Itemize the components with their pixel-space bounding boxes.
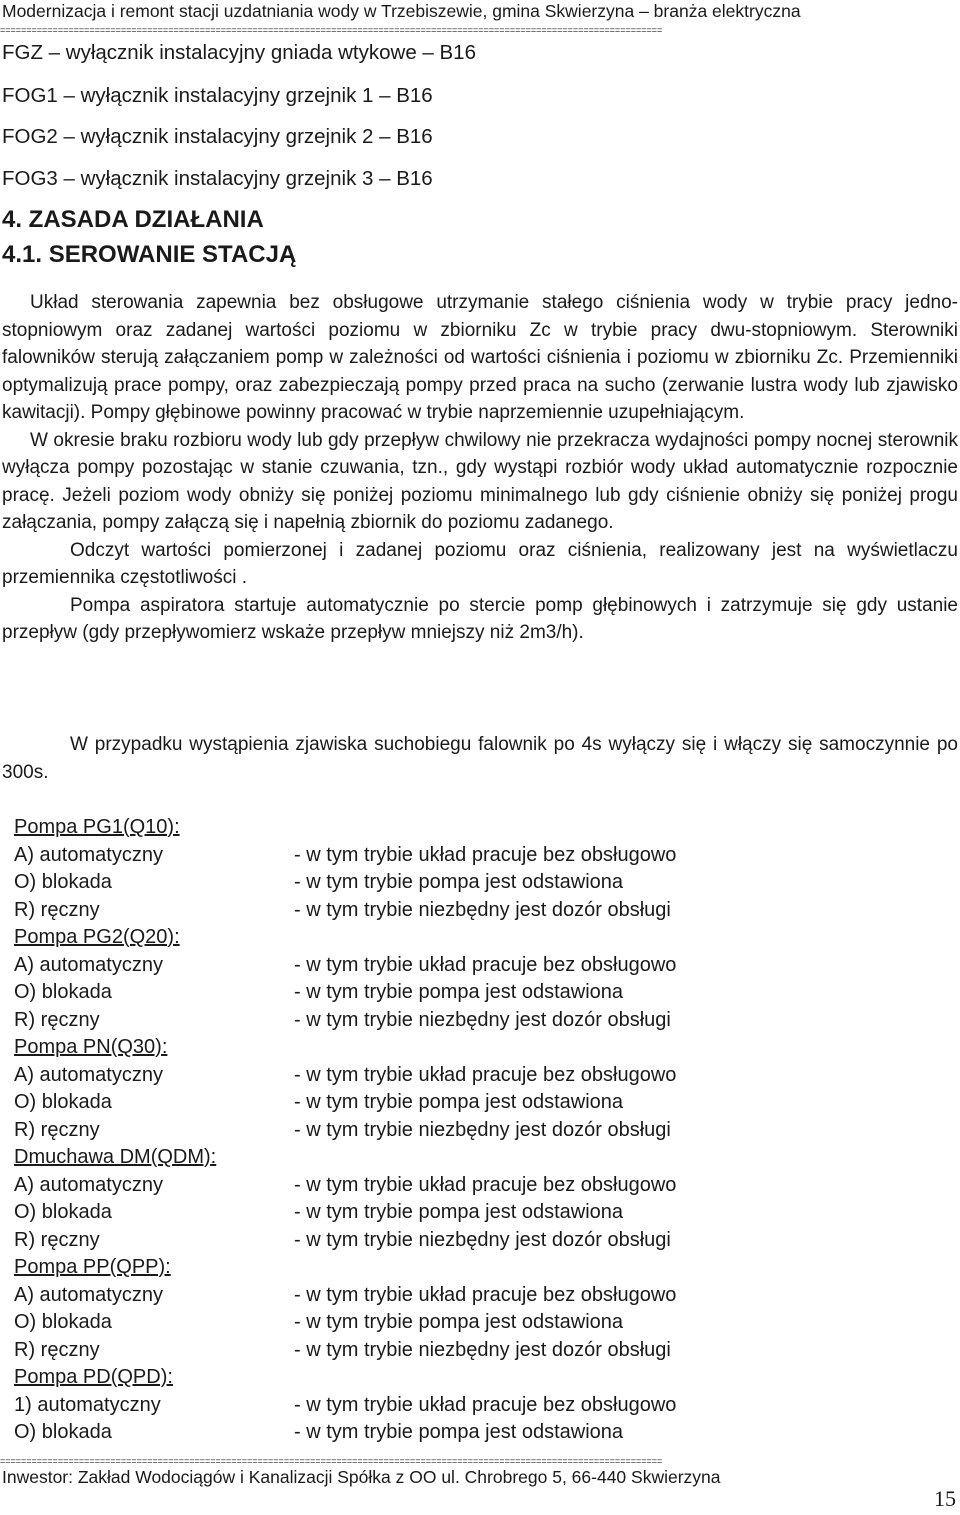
mode-name: O) blokada xyxy=(14,871,112,893)
mode-name: O) blokada xyxy=(14,981,112,1003)
page-number: 15 xyxy=(934,1486,956,1511)
mode-row xyxy=(14,1419,676,1447)
mode-name: R) ręczny xyxy=(14,1118,100,1141)
mode-description: - w tym trybie układ pracuje bez obsługowo xyxy=(294,1393,677,1416)
mode-group-header xyxy=(14,814,676,842)
mode-name: A) automatyczny xyxy=(14,1063,163,1086)
mode-group-title: Pompa PN(Q30): xyxy=(14,1036,168,1058)
mode-group-title: Pompa PD(QPD): xyxy=(14,1366,173,1388)
mode-description: - w tym trybie pompa jest odstawiona xyxy=(294,1311,624,1333)
mode-description: - w tym trybie układ pracuje bez obsługowo xyxy=(294,953,677,976)
operating-modes xyxy=(14,814,676,1447)
mode-name: A) automatyczny xyxy=(14,953,163,976)
mode-group-title: Pompa PG2(Q20): xyxy=(14,926,180,948)
mode-name: O) blokada xyxy=(14,1201,112,1223)
list-item: FOG1 – wyłącznik instalacyjny grzejnik 1 – B16 xyxy=(2,84,433,107)
mode-name: 1) automatyczny xyxy=(14,1393,161,1416)
paragraph-display: Odczyt wartości pomierzonej i zadanej poziomu oraz ciśnienia, realizowany jest na wyświetlaczu przemiennika częstotliwości . xyxy=(2,539,958,588)
mode-row xyxy=(14,1062,676,1090)
body-text-dry-run xyxy=(2,731,958,786)
page-header: Modernizacja i remont stacji uzdatniania wody w Trzebiszewie, gmina Skwierzyna – branża elektryczna xyxy=(2,1,801,21)
mode-description: - w tym trybie pompa jest odstawiona xyxy=(294,1201,624,1223)
mode-name: A) automatyczny xyxy=(14,1173,163,1196)
mode-group-header xyxy=(14,924,676,952)
mode-description: - w tym trybie układ pracuje bez obsługowo xyxy=(294,1063,677,1086)
subsection-heading: 4.1. SEROWANIE STACJĄ xyxy=(2,241,297,268)
mode-name: R) ręczny xyxy=(14,1008,100,1031)
body-text xyxy=(2,289,958,647)
mode-row xyxy=(14,1007,676,1035)
mode-group-title: Dmuchawa DM(QDM): xyxy=(14,1146,217,1168)
mode-group-header xyxy=(14,1254,676,1282)
mode-row xyxy=(14,869,676,897)
mode-group-header xyxy=(14,1034,676,1062)
mode-name: O) blokada xyxy=(14,1421,112,1443)
mode-name: R) ręczny xyxy=(14,1228,100,1251)
mode-row xyxy=(14,897,676,925)
mode-row xyxy=(14,1392,676,1420)
mode-description: - w tym trybie niezbędny jest dozór obsługi xyxy=(294,898,671,921)
mode-name: O) blokada xyxy=(14,1311,112,1333)
mode-description: - w tym trybie pompa jest odstawiona xyxy=(294,871,624,893)
mode-description: - w tym trybie niezbędny jest dozór obsługi xyxy=(294,1008,671,1031)
mode-description: - w tym trybie układ pracuje bez obsługowo xyxy=(294,843,677,866)
page-footer: Inwestor: Zakład Wodociągów i Kanalizacji Spółka z OO ul. Chrobrego 5, 66-440 Skwierzyna xyxy=(2,1467,721,1487)
mode-group-title: Pompa PP(QPP): xyxy=(14,1256,171,1278)
paragraph-dry-run: W przypadku wystąpienia zjawiska suchobiegu falownik po 4s wyłączy się i włączy się samoczynnie po 300s. xyxy=(2,734,958,783)
list-item: FGZ – wyłącznik instalacyjny gniada wtykowe – B16 xyxy=(2,41,476,64)
mode-name: A) automatyczny xyxy=(14,843,163,866)
mode-description: - w tym trybie niezbędny jest dozór obsługi xyxy=(294,1118,671,1141)
mode-name: R) ręczny xyxy=(14,1338,100,1361)
mode-description: - w tym trybie niezbędny jest dozór obsługi xyxy=(294,1338,671,1361)
mode-name: O) blokada xyxy=(14,1091,112,1113)
mode-row xyxy=(14,1337,676,1365)
mode-group-header xyxy=(14,1144,676,1172)
mode-row xyxy=(14,1117,676,1145)
mode-row xyxy=(14,1309,676,1337)
mode-description: - w tym trybie pompa jest odstawiona xyxy=(294,1421,624,1443)
list-item: FOG3 – wyłącznik instalacyjny grzejnik 3 – B16 xyxy=(2,167,433,190)
mode-row xyxy=(14,842,676,870)
paragraph-aspirator: Pompa aspiratora startuje automatycznie po stercie pomp głębinowych i zatrzymuje się gdy ustanie przepływ (gdy przepływomierz wskaże przepływ mniejszy niż 2m3/h). xyxy=(2,594,958,643)
mode-row xyxy=(14,1227,676,1255)
mode-group-header xyxy=(14,1364,676,1392)
section-heading: 4. ZASADA DZIAŁANIA xyxy=(2,206,264,233)
mode-description: - w tym trybie pompa jest odstawiona xyxy=(294,981,624,1003)
paragraph-control: Układ sterowania zapewnia bez obsługowe utrzymanie stałego ciśnienia wody w trybie pracy jedno-stopniowym oraz zadanej wartości poziomu w zbiorniku Zc w trybie pracy dwu-stopniowym. Sterowniki falowników sterują załączaniem pomp w zależności od wartości ciśnienia i poziomu w zbiorniku Zc. Przemienniki optymalizują prace pompy, oraz zabezpieczają pompy przed praca na sucho (zerwanie lustra wody lub zjawisko kawitacji). Pompy głębinowe powinny pracować w trybie naprzemiennie uzupełniającym. xyxy=(2,292,958,423)
mode-row xyxy=(14,1199,676,1227)
mode-row xyxy=(14,952,676,980)
mode-description: - w tym trybie układ pracuje bez obsługowo xyxy=(294,1173,677,1196)
mode-description: - w tym trybie pompa jest odstawiona xyxy=(294,1091,624,1113)
mode-name: R) ręczny xyxy=(14,898,100,921)
list-item: FOG2 – wyłącznik instalacyjny grzejnik 2 – B16 xyxy=(2,125,433,148)
mode-row xyxy=(14,979,676,1007)
mode-row xyxy=(14,1172,676,1200)
footer-rule: ============================================================================================================================== xyxy=(0,1456,663,1466)
header-rule: ============================================================================================================================== xyxy=(0,25,663,35)
mode-name: A) automatyczny xyxy=(14,1283,163,1306)
mode-description: - w tym trybie układ pracuje bez obsługowo xyxy=(294,1283,677,1306)
mode-row xyxy=(14,1089,676,1117)
mode-description: - w tym trybie niezbędny jest dozór obsługi xyxy=(294,1228,671,1251)
mode-group-title: Pompa PG1(Q10): xyxy=(14,816,180,838)
mode-row xyxy=(14,1282,676,1310)
paragraph-idle: W okresie braku rozbioru wody lub gdy przepływ chwilowy nie przekracza wydajności pompy nocnej sterownik wyłącza pompy pozostając w stanie czuwania, tzn., gdy wystąpi rozbiór wody układ automatycznie rozpocznie pracę. Jeżeli poziom wody obniży się poniżej poziomu minimalnego lub gdy ciśnienie obniży się poniżej progu załączania, pompy załączą się i napełnią zbiornik do poziomu zadanego. xyxy=(2,429,958,533)
